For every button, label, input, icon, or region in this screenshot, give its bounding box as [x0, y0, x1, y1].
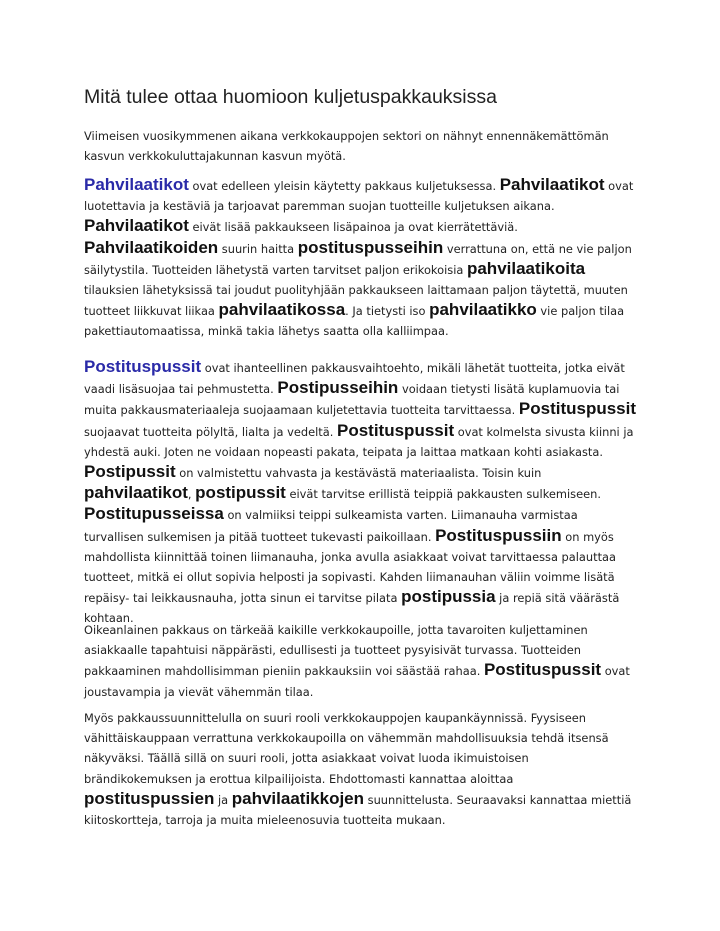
text-run: ovat joustavampia ja vievät vähemmän tilaa. — [84, 664, 630, 699]
keyword: Postituspussit — [84, 357, 202, 376]
keyword: Pahvilaatikot — [84, 216, 189, 236]
keyword: Postipusseihin — [277, 378, 399, 398]
keyword: Postitupusseissa — [84, 504, 224, 524]
paragraph-pakkaussuunnittelu — [84, 708, 640, 830]
keyword: Pahvilaatikot — [84, 175, 189, 194]
paragraph-oikeanlainen-pakkaus — [84, 620, 640, 702]
keyword: pahvilaatikkojen — [231, 788, 365, 808]
text-run: ovat edelleen yleisin käytetty pakkaus kuljetuksessa. — [188, 179, 500, 193]
text-run: ja — [214, 792, 232, 807]
text-run: . Ja tietysti iso — [345, 304, 430, 319]
keyword: pahvilaatikossa — [218, 300, 346, 320]
text-run: Oikeanlainen pakkaus on tärkeää kaikille verkkokaupoille, jotta tavaroiten kuljettaminen asiakkaalle tapahtuisi näppärästi, edullisesti ja tuotteet pysyisivät turvassa. Tuotteiden pakkaaminen mahdollisimman pieniin pakkauksiin voi säästää rahaa. — [84, 623, 588, 679]
keyword: pahvilaatikot — [84, 483, 188, 503]
text-run: eivät tarvitse erillistä teippiä pakkausten sulkemiseen. — [285, 487, 601, 502]
paragraph-postituspussit — [84, 357, 640, 629]
text-run: suojaavat tuotteita pölyltä, lialta ja vedeltä. — [84, 424, 337, 439]
text-run: on valmiiksi teippi sulkeamista varten. Liimanauha varmistaa turvallisen sulkemisen ja pitää tuotteet tukevasti paikoillaan. — [84, 508, 578, 544]
text-run: ovat ihanteellinen pakkausvaihtoehto, mikäli lähetät tuotteita, jotka eivät vaadi lisäsuojaa tai pehmustetta. — [84, 361, 625, 397]
text-run: vie paljon tilaa pakettiautomaatissa, minkä takia lähetys saatta olla kalliimpaa. — [84, 304, 625, 339]
text-run: ovat luotettavia ja kestäviä ja tarjoavat paremman suojan tuotteille kuljetuksen aikana. — [84, 179, 634, 214]
text-run: , — [187, 487, 196, 502]
keyword: postipussit — [195, 483, 286, 503]
text-run: Viimeisen vuosikymmenen aikana verkkokauppojen sektori on nähnyt ennennäkemättömän kasvun verkkokuluttajakunnan kasvun myötä. — [84, 129, 609, 164]
text-run: voidaan tietysti lisätä kuplamuovia tai muita pakkausmateriaaleja suojaamaan kuljetettavia tuotteita tarvittaessa. — [84, 382, 620, 418]
text-run: suunnittelusta. Seuraavaksi kannattaa miettiä kiitoskortteja, tarroja ja muita mieleenosuvia tuotteita mukaan. — [84, 792, 632, 828]
text-run: eivät lisää pakkaukseen lisäpainoa ja ovat kierrätettäviä. — [188, 220, 518, 235]
text-run: on valmistettu vahvasta ja kestävästä materiaalista. Toisin kuin — [175, 466, 542, 481]
keyword: pahvilaatikko — [429, 300, 537, 320]
keyword: postituspussien — [84, 788, 215, 808]
text-run: verrattuna on, että ne vie paljon säilytystila. Tuotteiden lähetystä varten tarvitset paljon erikokoisia — [84, 241, 632, 277]
page-title: Mitä tulee ottaa huomioon kuljetuspakkauksissa — [84, 86, 497, 108]
keyword: postituspusseihin — [297, 237, 444, 257]
text-run: tilauksien lähetyksissä tai joudut puolityhjään pakkaukseen laittamaan paljon täytettä, muuten tuotteet liikkuvat liikaa — [84, 283, 628, 319]
keyword: Postituspussiin — [435, 525, 562, 545]
text-run: on myös mahdollista kiinnittää toinen liimanauha, jonka avulla asiakkaat voivat tarvittaessa palauttaa tuotteet, mitkä ei ollut sopivia helposti ja sopivasti. Kahden liimanauhan väliin voimme lisätä repäisy- tai leikkausnauha, jotta sinun ei tarvitse pilata — [84, 529, 617, 606]
keyword: Pahvilaatikot — [499, 175, 605, 194]
text-run: suurin haitta — [218, 241, 298, 256]
keyword: Postipussit — [84, 462, 176, 482]
paragraph-intro — [84, 126, 640, 166]
text-run: ja repiä sitä väärästä kohtaan. — [84, 591, 620, 626]
text-run: ovat kolmelsta sivusta kiinni ja yhdestä auki. Joten ne voidaan nopeasti pakata, teipata ja laittaa matkaan kohti asiakasta. — [84, 424, 634, 459]
keyword: Postituspussit — [518, 399, 637, 419]
keyword: postipussia — [401, 587, 496, 607]
keyword: Pahvilaatikoiden — [84, 237, 219, 257]
keyword: pahvilaatikoita — [466, 258, 586, 278]
keyword: Postituspussit — [337, 420, 455, 440]
paragraph-pahvilaatikot — [84, 175, 640, 342]
keyword: Postituspussit — [483, 660, 602, 680]
text-run: Myös pakkaussuunnittelulla on suuri rooli verkkokauppojen kaupankäynnissä. Fyysiseen vähittäiskauppaan verrattuna verkkokaupoilla on vähemmän mahdollisuuksia tehdä itsensä näkyväksi. Täällä sillä on suuri rooli, jotta asiakkaat voivat luoda ikimuistoisen brändikokemuksen ja erottua kilpailijoista. Ehdottomasti kannattaa aloittaa — [84, 711, 609, 786]
